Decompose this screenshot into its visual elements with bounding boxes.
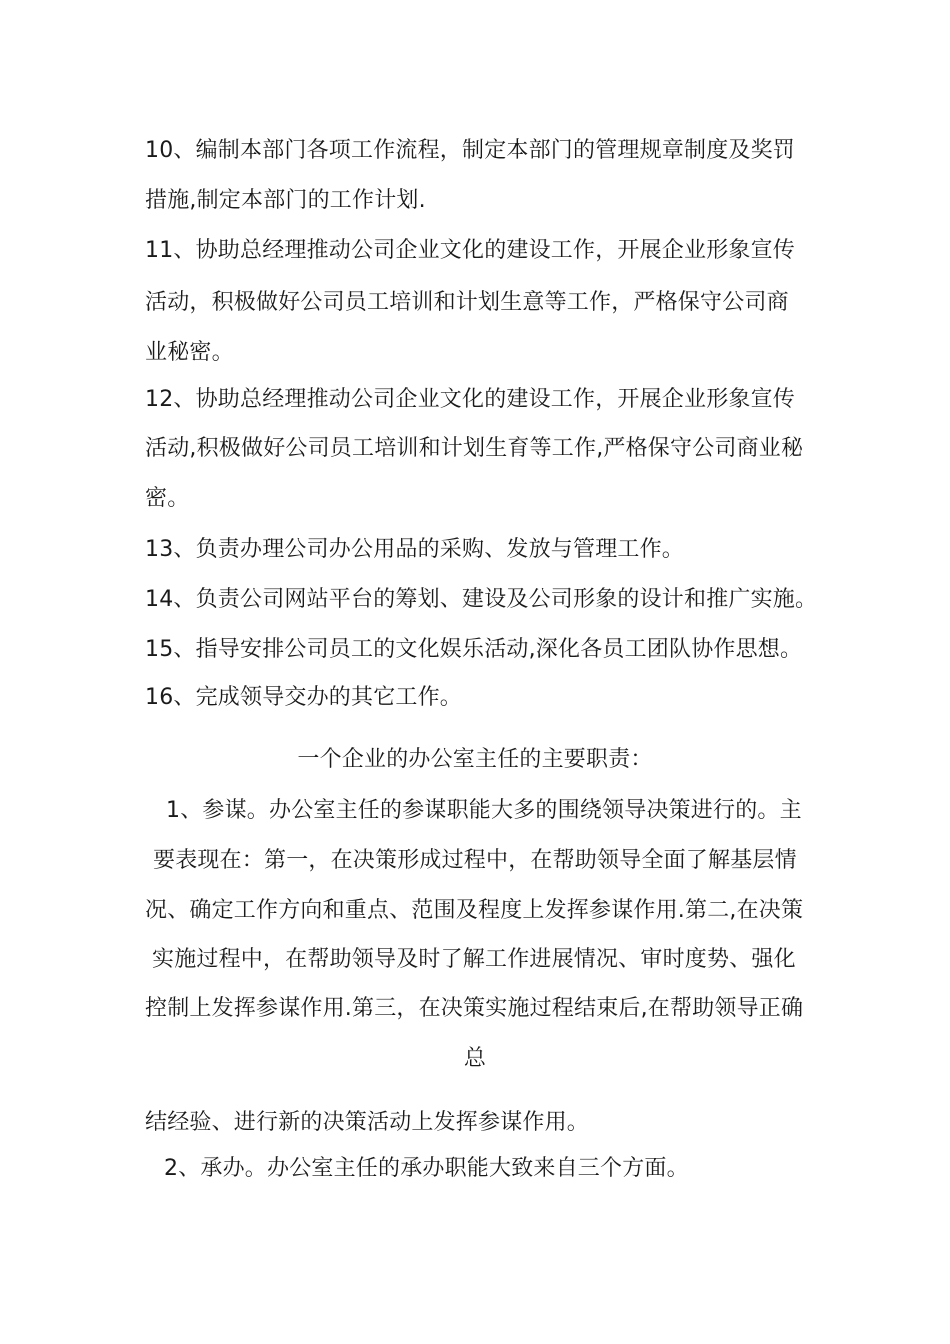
item-12-line-2: 活动,积极做好公司员工培训和计划生育等工作,严格保守公司商业秘	[145, 436, 804, 461]
para-1-line-7: 结经验、进行新的决策活动上发挥参谋作用。	[145, 1110, 590, 1135]
item-10-line-1: 10、编制本部门各项工作流程，制定本部门的管理规章制度及奖罚	[145, 138, 795, 163]
para-1-line-2: 要表现在：第一，在决策形成过程中，在帮助领导全面了解基层情	[153, 848, 797, 873]
para-1-line-4: 实施过程中，在帮助领导及时了解工作进展情况、审时度势、强化	[152, 947, 796, 972]
para-1-line-5: 控制上发挥参谋作用.第三，在决策实施过程结束后,在帮助领导正确	[145, 996, 804, 1021]
para-2-line-1: 2、承办。办公室主任的承办职能大致来自三个方面。	[164, 1156, 689, 1181]
item-14: 14、负责公司网站平台的筹划、建设及公司形象的设计和推广实施。	[145, 587, 818, 612]
para-1-line-3: 况、确定工作方向和重点、范围及程度上发挥参谋作用.第二,在决策	[145, 898, 804, 923]
item-11-line-3: 业秘密。	[145, 340, 234, 365]
para-1-line-1: 1、参谋。办公室主任的参谋职能大多的围绕领导决策进行的。主	[166, 798, 802, 823]
item-12-line-1: 12、协助总经理推动公司企业文化的建设工作，开展企业形象宣传	[145, 387, 795, 412]
item-11-line-2: 活动，积极做好公司员工培训和计划生意等工作，严格保守公司商	[145, 290, 789, 315]
item-16: 16、完成领导交办的其它工作。	[145, 685, 462, 710]
item-10-line-2: 措施,制定本部门的工作计划.	[145, 188, 426, 213]
item-15: 15、指导安排公司员工的文化娱乐活动,深化各员工团队协作思想。	[145, 637, 803, 662]
item-13: 13、负责办理公司办公用品的采购、发放与管理工作。	[145, 537, 684, 562]
item-12-line-3: 密。	[145, 486, 190, 511]
item-11-line-1: 11、协助总经理推动公司企业文化的建设工作，开展企业形象宣传	[145, 238, 795, 263]
para-1-line-6: 总	[463, 1046, 487, 1071]
section-title: 一个企业的办公室主任的主要职责：	[297, 747, 653, 772]
